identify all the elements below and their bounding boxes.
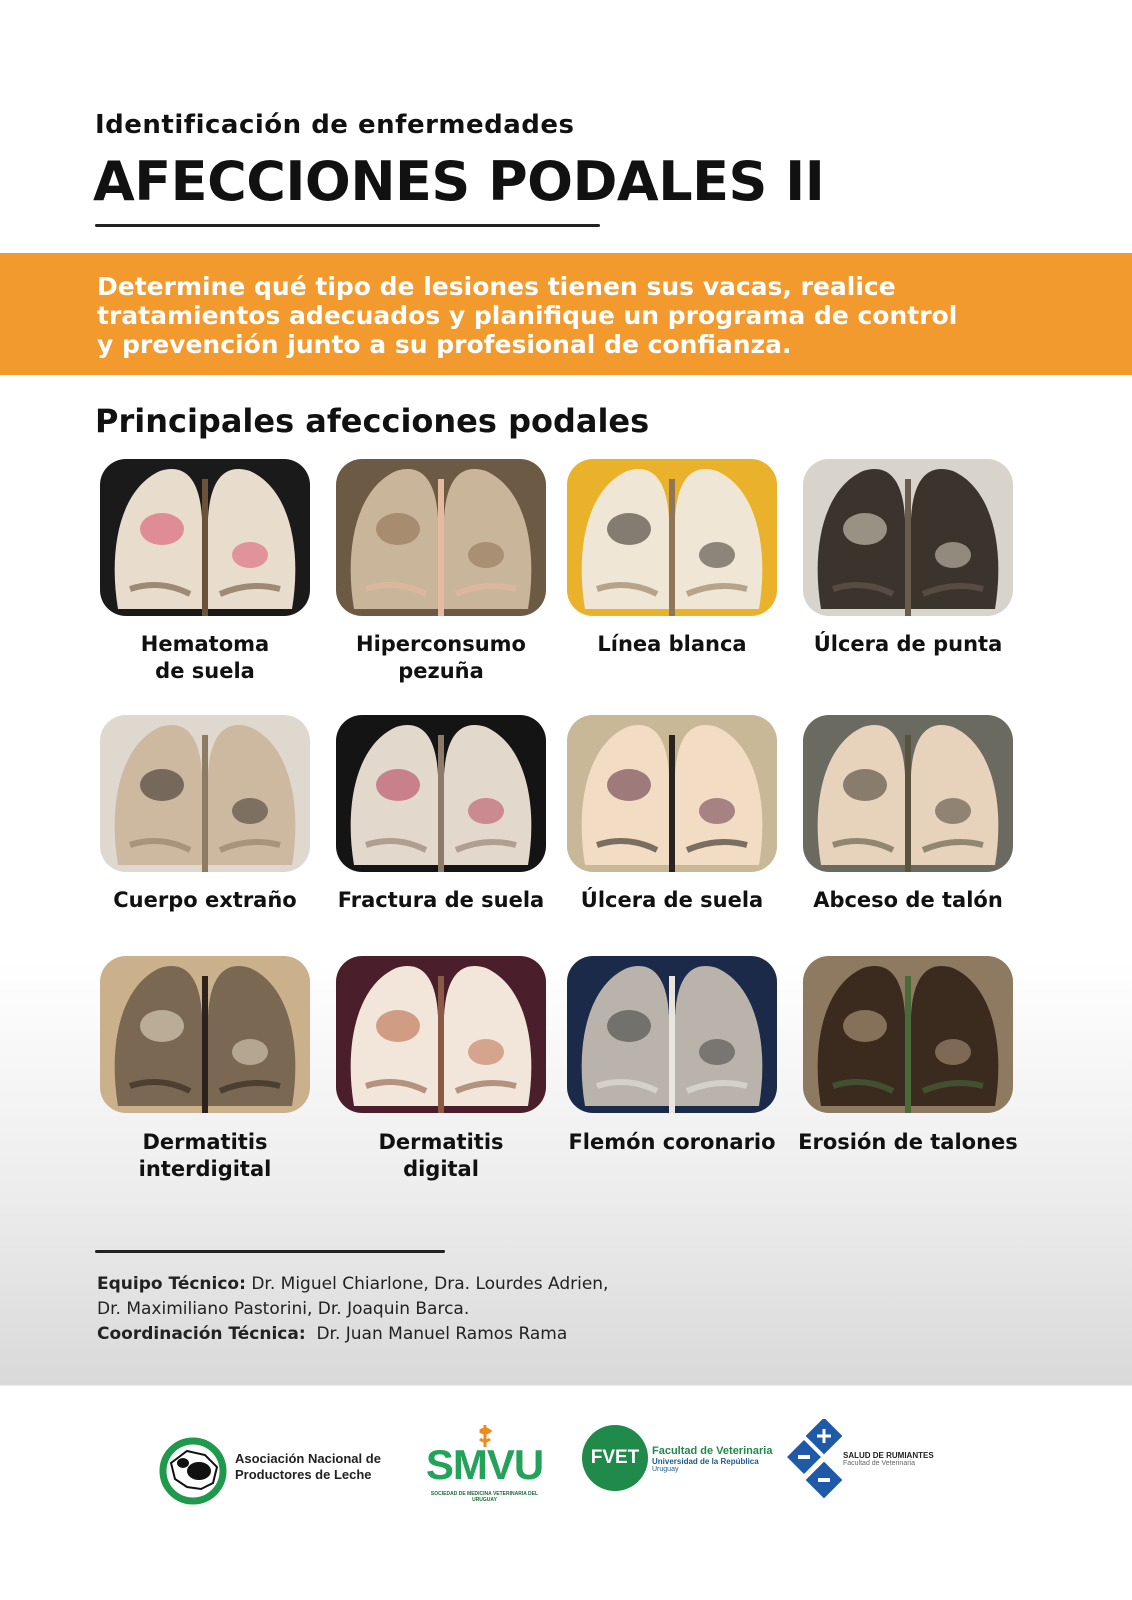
anpl-line: Productores de Leche [235,1467,372,1482]
condition-name-line2: digital [403,1157,479,1181]
condition-photo [336,956,546,1113]
condition-caption [547,887,797,914]
condition-name-line1: Línea blanca [597,632,747,656]
condition-caption [783,887,1033,914]
smvu-name: SMVU [425,1441,544,1488]
credits-underline [95,1250,445,1253]
condition-name-line1: Hiperconsumo [356,632,526,656]
fvet-name [652,1445,772,1473]
condition-caption [316,631,566,685]
logo-strip [122,1415,1010,1545]
condition-name-line1: Hematoma [140,632,270,656]
condition-name-line2: interdigital [138,1157,272,1181]
condition-photo [567,459,777,616]
condition-photo [803,459,1013,616]
team-line [97,1272,608,1297]
banner-line: y prevención junto a su profesional de confianza. [97,330,792,359]
condition-caption [80,631,330,685]
condition-photo [567,715,777,872]
fvet-badge-text: FVET [590,1447,640,1468]
anpl-name [235,1451,381,1483]
credits [97,1272,608,1347]
condition-caption [80,1129,330,1183]
diamond-cross-icon [787,1419,847,1505]
banner-line: tratamientos adecuados y planifique un programa de control [97,301,958,330]
condition-caption [316,887,566,914]
condition-caption [316,1129,566,1183]
condition-name-line1: Fractura de suela [337,888,545,912]
title-underline [95,224,600,227]
condition-photo [803,715,1013,872]
fvet-line: Universidad de la República [652,1457,759,1466]
condition-photo [803,956,1013,1113]
condition-caption [547,1129,797,1156]
info-banner-text [97,272,1057,359]
salud-line: Facultad de Veterinaria [843,1460,915,1467]
condition-name-line1: Úlcera de punta [813,632,1003,656]
condition-caption [80,887,330,914]
condition-name-line1: Dermatitis [142,1130,268,1154]
condition-name-line2: de suela [155,659,255,683]
fvet-logo [582,1425,782,1505]
anpl-line: Asociación Nacional de [235,1451,381,1466]
team-line-2: Dr. Maximiliano Pastorini, Dr. Joaquin Barca. [97,1299,470,1319]
coord-name: Dr. Juan Manuel Ramos Rama [316,1324,568,1344]
condition-photo [567,956,777,1113]
condition-photo [100,956,310,1113]
page-title: AFECCIONES PODALES II [93,150,825,213]
section-title: Principales afecciones podales [95,402,650,440]
condition-photo [336,459,546,616]
coord-line [97,1322,608,1347]
salud-line: SALUD DE RUMIANTES [843,1451,934,1460]
cow-icon [157,1433,229,1505]
fvet-line: Uruguay [652,1466,679,1473]
condition-name-line1: Cuerpo extraño [113,888,297,912]
anpl-logo [157,1433,407,1513]
team-label: Equipo Técnico: [97,1274,246,1294]
team-names: Dr. Miguel Chiarlone, Dra. Lourdes Adrien, [251,1274,609,1294]
condition-name-line2: pezuña [398,659,484,683]
condition-name-line1: Flemón coronario [568,1130,776,1154]
salud-logo [787,1415,987,1515]
condition-name-line1: Abceso de talón [813,888,1003,912]
smvu-logo [422,1423,547,1513]
condition-caption [783,631,1033,658]
condition-photo [100,715,310,872]
smvu-tagline: SOCIEDAD DE MEDICINA VETERINARIA DEL URUGUAY [430,1491,539,1503]
condition-photo [336,715,546,872]
banner-line: Determine qué tipo de lesiones tienen sus vacas, realice [97,272,896,301]
salud-name [843,1451,934,1467]
condition-photo [100,459,310,616]
condition-caption [783,1129,1033,1156]
condition-name-line1: Dermatitis [378,1130,504,1154]
coord-label: Coordinación Técnica: [97,1324,306,1344]
fvet-line: Facultad de Veterinaria [652,1445,773,1457]
condition-caption [547,631,797,658]
condition-name-line1: Úlcera de suela [580,888,764,912]
page-subtitle: Identificación de enfermedades [95,110,575,140]
condition-name-line1: Erosión de talones [798,1130,1018,1154]
